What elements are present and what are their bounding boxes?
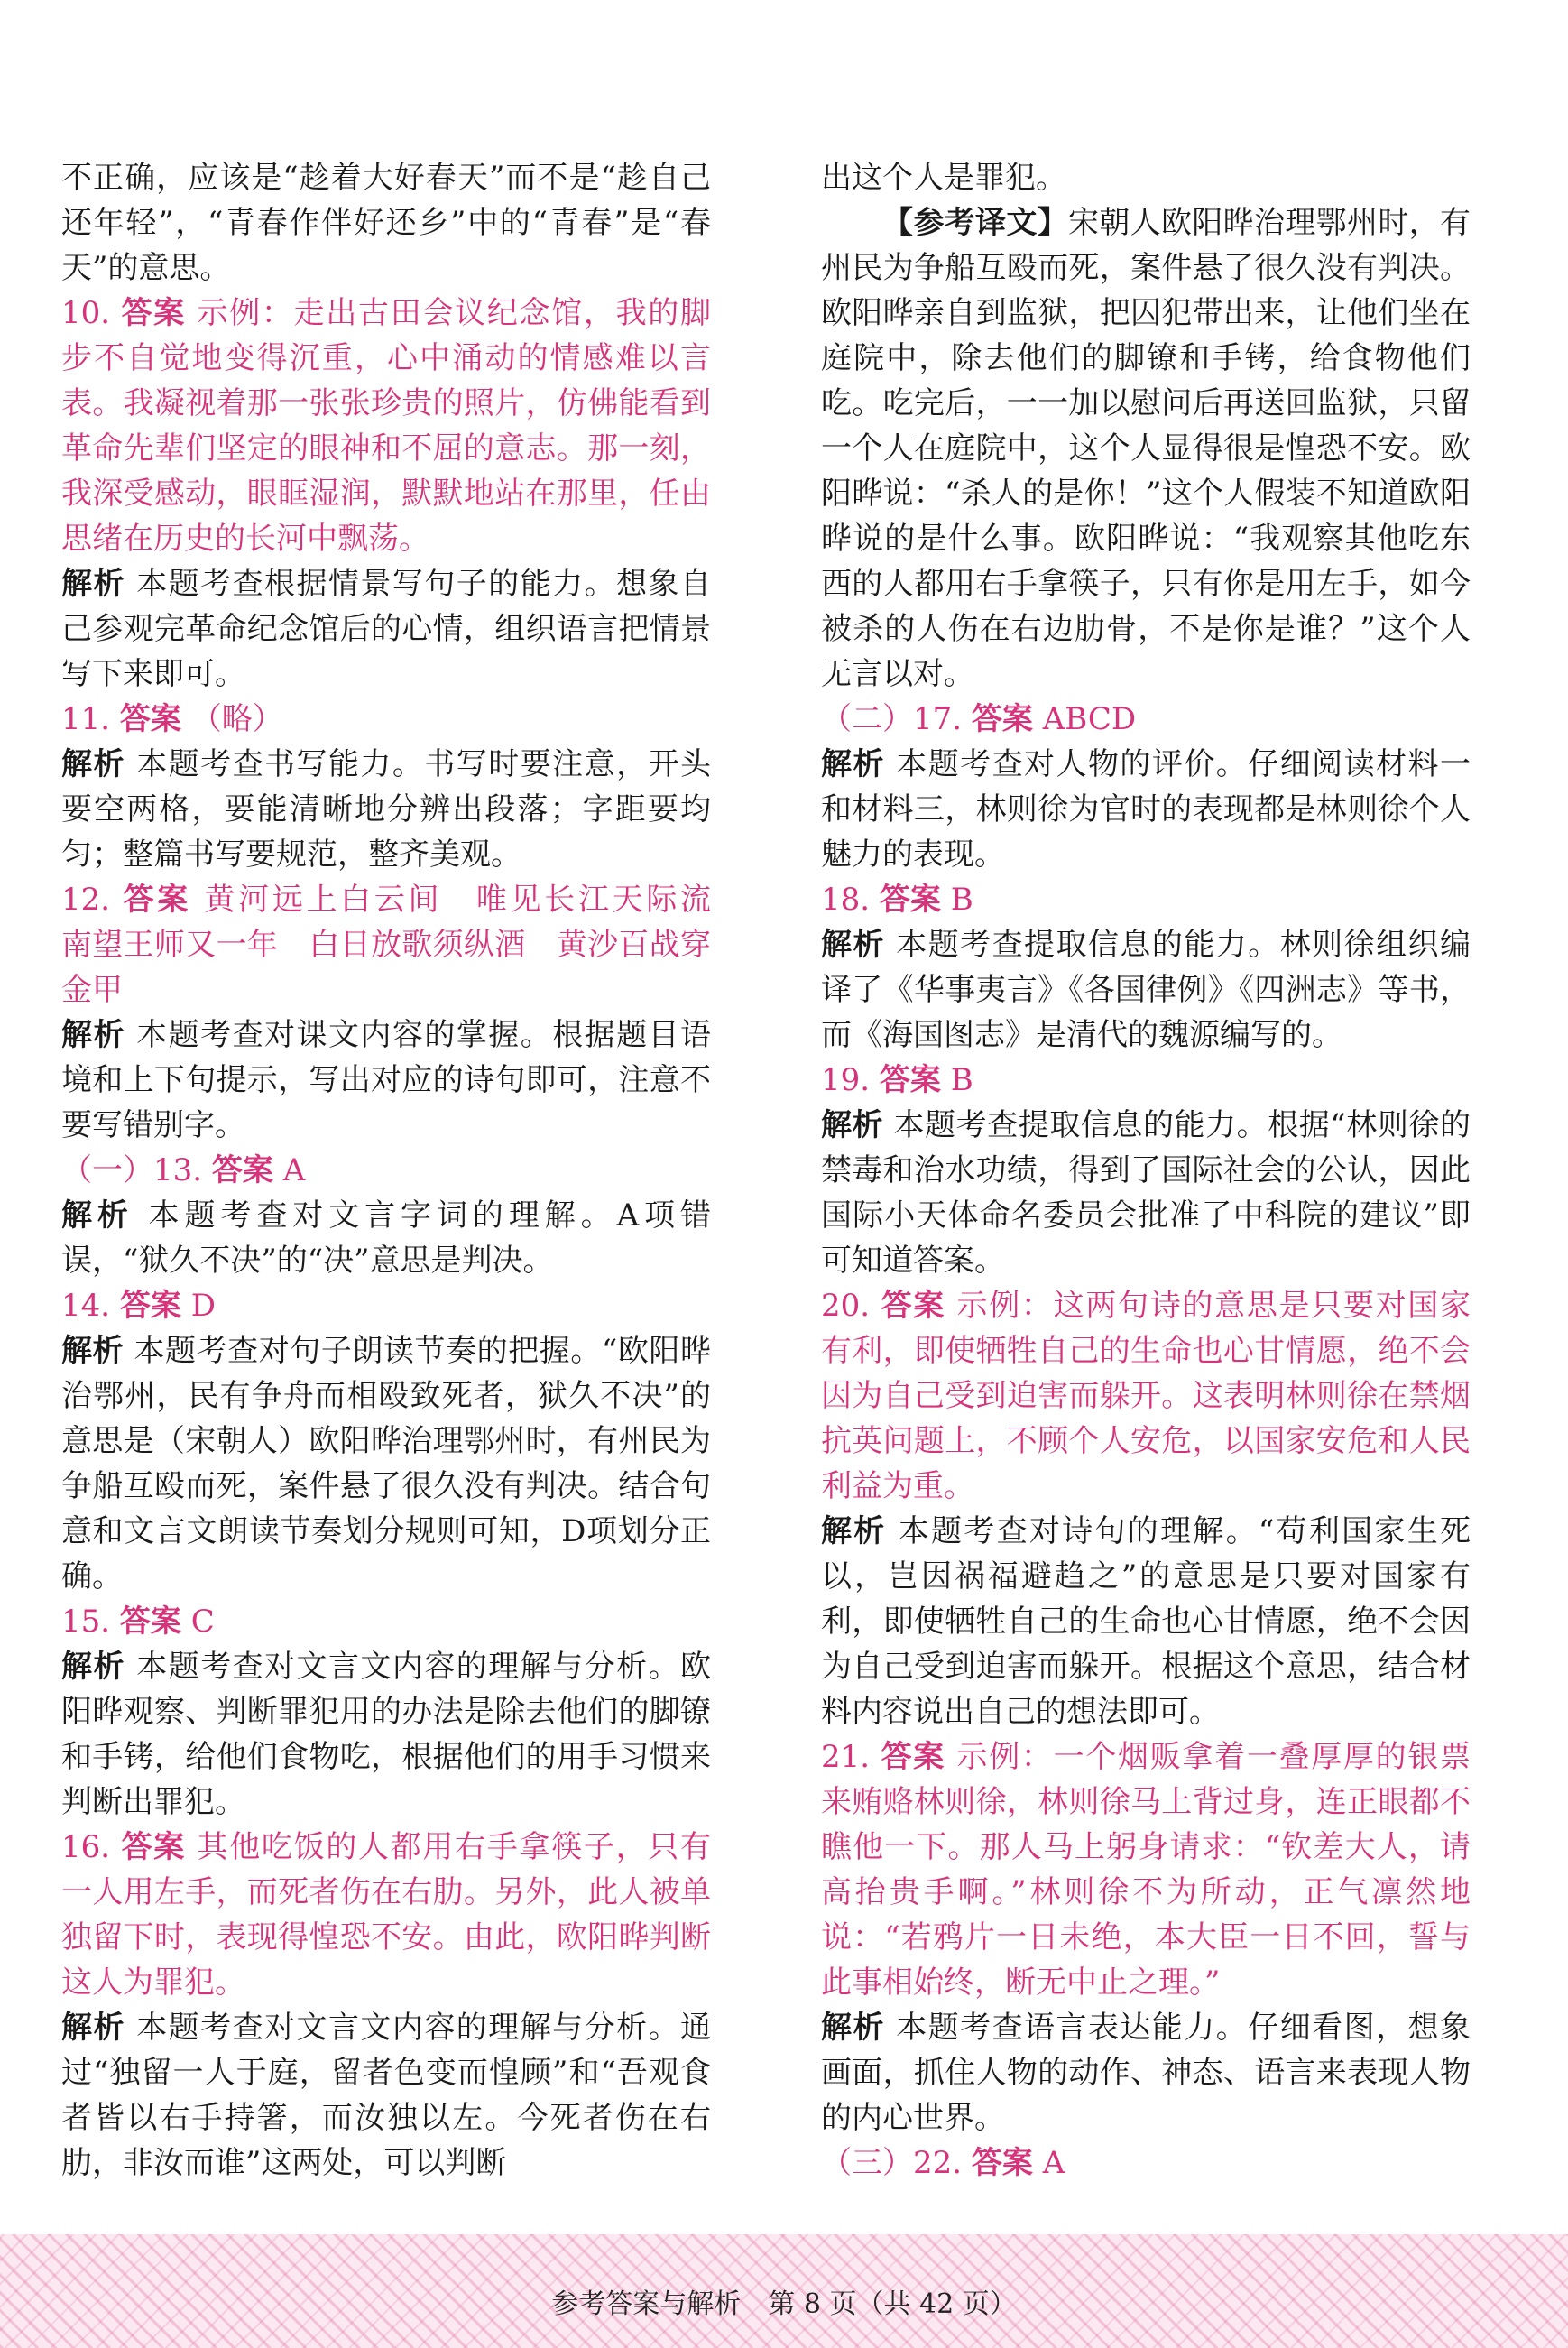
reference-translation: 【参考译文】宋朝人欧阳晔治理鄂州时，有州民为争船互殴而死，案件悬了很久没有判决。欧阳晔亲自到监狱，把囚犯带出来，让他们坐在庭院中，除去他们的脚镣和手铐，给食物他们吃。吃完后，一一加以慰问后再送回监狱，只留一个人在庭院中，这个人显得很是惶恐不安。欧阳晔说：“杀人的是你！”这个人假装不知道欧阳晔说的是什么事。欧阳晔说：“我观察其他吃东西的人都用右手拿筷子，只有你是用左手，如今被杀的人伤在右边肋骨，不是你是谁？”这个人无言以对。 <box>821 205 1471 692</box>
q20-answer: 20. 答案 示例：这两句诗的意思是只要对国家有利，即使牺牲自己的生命也心甘情愿，绝不会因为自己受到迫害而躲开。这表明林则徐在禁烟抗英问题上，不顾个人安危，以国家安危和人民利益为重。 <box>821 1288 1471 1504</box>
q16-analysis: 解析 本题考查对文言文内容的理解与分析。通过“独留一人于庭，留者色变而惶顾”和“吾观食者皆以右手持箸，而汝独以左。今死者伤在右肋，非汝而谁”这两处，可以判断 <box>61 2010 712 2181</box>
q9-continuation: 不正确，应该是“趁着大好春天”而不是“趁自己还年轻”，“青春作伴好还乡”中的“青春”是“春天”的意思。 <box>61 160 711 286</box>
q11-answer: 11. 答案 （略） <box>61 701 283 737</box>
q21-analysis: 解析 本题考查语言表达能力。仔细看图，想象画面，抓住人物的动作、神态、语言来表现人物的内心世界。 <box>821 2010 1471 2136</box>
q13-answer: （一）13. 答案 A <box>61 1152 306 1188</box>
q16-answer: 16. 答案 其他吃饭的人都用右手拿筷子，只有一人用左手，而死者伤在右肋。另外，此人被单独留下时，表现得惶恐不安。由此，欧阳晔判断这人为罪犯。 <box>61 1829 712 2001</box>
q18-answer: 18. 答案 B <box>821 882 973 918</box>
q21-answer: 21. 答案 示例：一个烟贩拿着一叠厚厚的银票来贿赂林则徐，林则徐马上背过身，连正眼都不瞧他一下。那人马上躬身请求：“钦差大人，请高抬贵手啊。”林则徐不为所动，正气凛然地说：“若鸦片一日未绝，本大臣一日不回，誓与此事相始终，断无中止之理。” <box>821 1739 1471 2001</box>
q13-analysis: 解析 本题考查对文言字词的理解。A项错误，“狱久不决”的“决”意思是判决。 <box>61 1197 712 1279</box>
q18-analysis: 解析 本题考查提取信息的能力。林则徐组织编译了《华事夷言》《各国律例》《四洲志》等书，而《海国图志》是清代的魏源编写的。 <box>821 927 1471 1053</box>
right-column <box>821 155 1471 2186</box>
q17-answer: （二）17. 答案 ABCD <box>821 701 1137 737</box>
q19-analysis: 解析 本题考查提取信息的能力。根据“林则徐的禁毒和治水功绩，得到了国际社会的公认，因此国际小天体命名委员会批准了中科院的建议”即可知道答案。 <box>821 1107 1471 1279</box>
q10-answer: 10. 答案 示例：走出古田会议纪念馆，我的脚步不自觉地变得沉重，心中涌动的情感难以言表。我凝视着那一张张珍贵的照片，仿佛能看到革命先辈们坚定的眼神和不屈的意志。那一刻，我深受感动，眼眶湿润，默默地站在那里，任由思绪在历史的长河中飘荡。 <box>61 295 712 557</box>
q22-answer: （三）22. 答案 A <box>821 2145 1065 2181</box>
q16-continuation: 出这个人是罪犯。 <box>821 160 1066 196</box>
q14-analysis: 解析 本题考查对句子朗读节奏的把握。“欧阳晔治鄂州，民有争舟而相殴致死者，狱久不决”的意思是（宋朝人）欧阳晔治理鄂州时，有州民为争船互殴而死，案件悬了很久没有判决。结合句意和文言文朗读节奏划分规则可知，D项划分正确。 <box>61 1333 711 1595</box>
q12-analysis: 解析 本题考查对课文内容的掌握。根据题目语境和上下句提示，写出对应的诗句即可，注意不要写错别字。 <box>61 1017 712 1143</box>
q17-analysis: 解析 本题考查对人物的评价。仔细阅读材料一和材料三，林则徐为官时的表现都是林则徐个人魅力的表现。 <box>821 746 1471 873</box>
q11-analysis: 解析 本题考查书写能力。书写时要注意，开头要空两格，要能清晰地分辨出段落；字距要均匀；整篇书写要规范，整齐美观。 <box>61 746 712 873</box>
q15-analysis: 解析 本题考查对文言文内容的理解与分析。欧阳晔观察、判断罪犯用的办法是除去他们的脚镣和手铐，给他们食物吃，根据他们的用手习惯来判断出罪犯。 <box>61 1649 712 1820</box>
q10-analysis: 解析 本题考查根据情景写句子的能力。想象自己参观完革命纪念馆后的心情，组织语言把情景写下来即可。 <box>61 566 712 692</box>
q15-answer: 15. 答案 C <box>61 1604 215 1640</box>
left-column <box>61 155 742 2186</box>
page-footer: 参考答案与解析 第 8 页（共 42 页） <box>551 2288 1017 2320</box>
q12-answer: 12. 答案 黄河远上白云间 唯见长江天际流 南望王师又一年 白日放歌须纵酒 黄沙百战穿金甲 <box>61 882 742 1008</box>
q14-answer: 14. 答案 D <box>61 1288 216 1324</box>
q19-answer: 19. 答案 B <box>821 1062 973 1098</box>
q20-analysis: 解析 本题考查对诗句的理解。“苟利国家生死以，岂因祸福避趋之”的意思是只要对国家有利，即使牺牲自己的生命也心甘情愿，绝不会因为自己受到迫害而躲开。根据这个意思，结合材料内容说出自己的想法即可。 <box>821 1513 1471 1730</box>
